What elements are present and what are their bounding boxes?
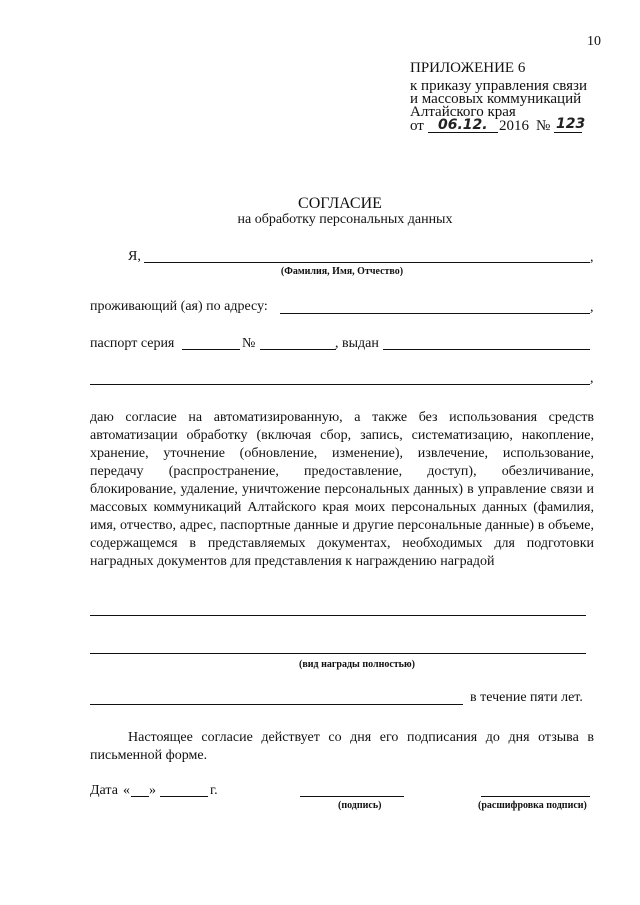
consent-body-text: даю согласие на автоматизированную, а также без использования средств автоматизации обработку (включая сбор, запись, систематизацию, накопление, хранение, уточнение (обновление, изменение), извлечение, использование, передачу (распространение, предоставление, доступ), обезличивание, блокирование, удаление, уничтожение персональных данных) в управление связи и массовых коммуникаций Алтайского края моих персональных данных (фамилия, имя, отчество, адрес, паспортные данные и другие персональные данные) в объеме, содержащемся в представляемых документах, необходимых для подготовки наградных документов для представления к награждению наградой bbox=[90, 410, 594, 569]
page-number: 10 bbox=[587, 34, 601, 49]
award-field-line-1[interactable] bbox=[90, 615, 586, 616]
name-comma: , bbox=[590, 250, 594, 265]
order-number-label: № bbox=[536, 118, 551, 134]
annex-order-line-3: Алтайского края bbox=[410, 104, 516, 120]
date-month-field[interactable] bbox=[160, 796, 208, 797]
passport-number-label: № bbox=[242, 336, 256, 351]
order-year: 2016 bbox=[499, 118, 529, 134]
document-subtitle: на обработку персональных данных bbox=[237, 212, 453, 227]
date-label: Дата bbox=[90, 783, 118, 798]
award-caption: (вид награды полностью) bbox=[299, 659, 415, 670]
issued-comma: , bbox=[590, 371, 594, 386]
signature-field[interactable] bbox=[300, 796, 404, 797]
address-label: проживающий (ая) по адресу: bbox=[90, 299, 268, 314]
annex-title: ПРИЛОЖЕНИЕ 6 bbox=[410, 60, 526, 76]
passport-series-label: паспорт серия bbox=[90, 336, 175, 351]
award-field-line-2[interactable] bbox=[90, 653, 586, 654]
date-day-field[interactable] bbox=[131, 796, 149, 797]
order-number-handwritten: 123 bbox=[556, 116, 586, 132]
address-field[interactable] bbox=[280, 313, 590, 314]
i-label: Я, bbox=[128, 249, 141, 264]
passport-number-field[interactable] bbox=[260, 349, 336, 350]
issued-label: , выдан bbox=[335, 336, 379, 351]
issued-by-field[interactable] bbox=[383, 349, 590, 350]
annex-order-line-2: и массовых коммуникаций bbox=[410, 91, 582, 107]
annex-date-prefix: от bbox=[410, 118, 424, 134]
document-title: СОГЛАСИЕ bbox=[298, 195, 382, 212]
full-name-caption: (Фамилия, Имя, Отчество) bbox=[280, 266, 404, 277]
date-open-quote: « bbox=[123, 783, 130, 798]
passport-series-field[interactable] bbox=[182, 349, 240, 350]
date-year-suffix: г. bbox=[210, 783, 218, 798]
full-name-field[interactable] bbox=[144, 262, 590, 263]
date-close-quote: » bbox=[149, 783, 156, 798]
closing-text: Настоящее согласие действует со дня его подписания до дня отзыва в письменной форме. bbox=[90, 730, 594, 763]
issued-by-continuation-field[interactable] bbox=[90, 384, 590, 385]
term-text: в течение пяти лет. bbox=[470, 690, 583, 705]
signature-decoding-caption: (расшифровка подписи) bbox=[478, 800, 587, 811]
order-date-handwritten: 06.12. bbox=[438, 117, 488, 133]
signature-caption: (подпись) bbox=[338, 800, 382, 811]
annex-order-line-1: к приказу управления связи bbox=[410, 78, 587, 94]
number-underline bbox=[554, 132, 582, 133]
term-field[interactable] bbox=[90, 704, 463, 705]
signature-decoding-field[interactable] bbox=[481, 796, 590, 797]
address-comma: , bbox=[590, 300, 594, 315]
